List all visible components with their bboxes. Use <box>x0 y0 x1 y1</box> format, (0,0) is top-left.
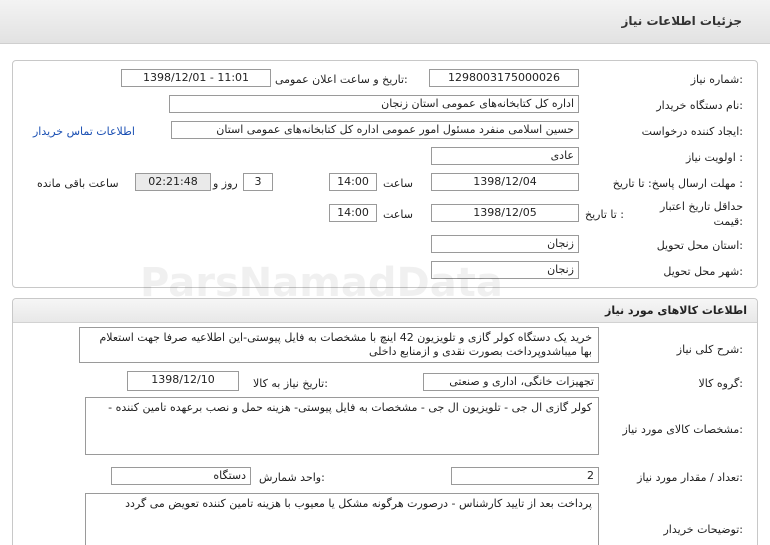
page-header <box>0 0 770 44</box>
deadline-label: مهلت ارسال پاسخ: تا تاریخ : <box>612 177 743 190</box>
announce-label: تاریخ و ساعت اعلان عمومی: <box>275 73 408 86</box>
requester-field: حسین اسلامی منفرد مسئول امور عمومی اداره کل کتابخانه‌های عمومی استان <box>171 121 579 139</box>
province-label: استان محل تحویل: <box>656 239 743 252</box>
goods-section-title: اطلاعات کالاهای مورد نیاز <box>605 304 747 317</box>
buyer-org-field: اداره کل کتابخانه‌های عمومی استان زنجان <box>169 95 579 113</box>
unit-field: دستگاه <box>111 467 251 485</box>
specs-label: مشخصات کالای مورد نیاز: <box>622 423 743 436</box>
qty-field: 2 <box>451 467 599 485</box>
validity-to-label: تا تاریخ : <box>585 208 624 221</box>
validity-date-field: 1398/12/05 <box>431 204 579 222</box>
announce-field: 1398/12/01 - 11:01 <box>121 69 271 87</box>
unit-label: واحد شمارش: <box>259 471 325 484</box>
group-label: گروه کالا: <box>698 377 743 390</box>
requester-label: ایجاد کننده درخواست: <box>641 125 743 138</box>
city-label: شهر محل تحویل: <box>663 265 743 278</box>
buyer-notes-field: پرداخت بعد از تایید کارشناس - درصورت هرگونه مشکل یا معیوب با هزینه تامین کننده تعویض می گردد <box>85 493 599 545</box>
qty-label: تعداد / مقدار مورد نیاز: <box>637 471 743 484</box>
validity-label: حداقل تاریخ اعتبار قیمت: <box>659 200 743 228</box>
city-field: زنجان <box>431 261 579 279</box>
deadline-time-field: 14:00 <box>329 173 377 191</box>
buyer-org-label: نام دستگاه خریدار: <box>656 99 743 112</box>
priority-field: عادی <box>431 147 579 165</box>
priority-label: اولویت نیاز : <box>685 151 743 164</box>
group-field: تجهیزات خانگی، اداری و صنعتی <box>423 373 599 391</box>
remaining-time-field: 02:21:48 <box>135 173 211 191</box>
remaining-label: ساعت باقی مانده <box>37 177 119 190</box>
days-suffix-label: روز و <box>213 177 238 190</box>
validity-time-field: 14:00 <box>329 204 377 222</box>
specs-field: کولر گازی ال جی - تلویزیون ال جی - مشخصات به فایل پیوستی- هزینه حمل و نصب برعهده تامین کننده - <box>85 397 599 455</box>
description-label: شرح کلی نیاز: <box>676 343 743 356</box>
buyer-notes-label: توضیحات خریدار: <box>663 523 743 536</box>
validity-time-label: ساعت <box>383 208 413 221</box>
days-field: 3 <box>243 173 273 191</box>
buyer-contact-link[interactable]: اطلاعات تماس خریدار <box>33 125 135 138</box>
page-title: جزئیات اطلاعات نیاز <box>621 14 742 28</box>
province-field: زنجان <box>431 235 579 253</box>
deadline-date-field: 1398/12/04 <box>431 173 579 191</box>
need-info-panel <box>12 60 758 288</box>
need-date-field: 1398/12/10 <box>127 371 239 391</box>
watermark: ParsNamadData <box>140 260 503 306</box>
description-field: خرید یک دستگاه کولر گازی و تلویزیون 42 اینچ با مشخصات به فایل پیوستی-این اطلاعیه صرفا جهت استعلام بها میباشدوپرداخت بصورت نقدی و ازمنابع داخلی <box>79 327 599 363</box>
deadline-time-label: ساعت <box>383 177 413 190</box>
need-number-label: شماره نیاز: <box>690 73 743 86</box>
need-number-field: 1298003175000026 <box>429 69 579 87</box>
need-date-label: تاریخ نیاز به کالا: <box>253 377 328 390</box>
goods-panel <box>12 298 758 545</box>
